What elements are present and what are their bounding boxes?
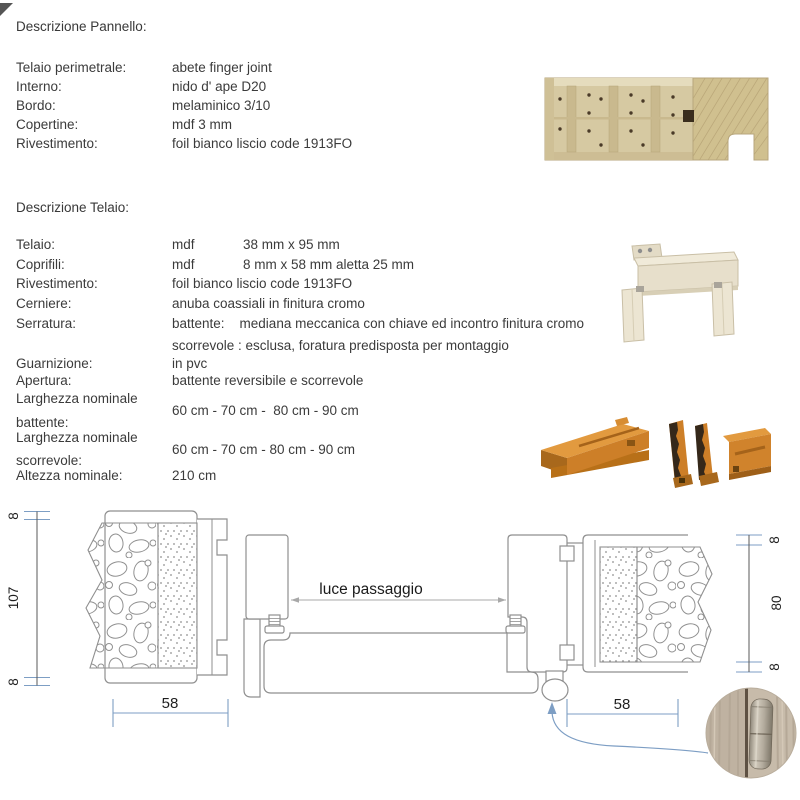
spec-value: mdf — [172, 237, 195, 252]
plaster-stipple — [600, 547, 637, 662]
joint-bracket — [636, 286, 644, 292]
spec-label: Bordo: — [16, 98, 56, 113]
spec-label: Coprifili: — [16, 257, 65, 272]
plaster-stipple — [158, 523, 197, 668]
dim-left-mid: 107 — [6, 586, 21, 610]
dim-right-bottom: 8 — [767, 663, 782, 671]
spec-label: Larghezza nominale — [16, 430, 138, 445]
fixing-screw — [265, 626, 284, 633]
spec-label: Copertine: — [16, 117, 79, 132]
spec-label-line2: scorrevole: — [16, 453, 83, 468]
door-leaf-section — [264, 633, 538, 693]
frame-kit-photo — [610, 238, 750, 346]
hinge-symbol — [542, 671, 568, 701]
panel-section-title: Descrizione Pannello: — [16, 19, 147, 34]
technical-drawing — [0, 500, 800, 800]
spec-label: Telaio perimetrale: — [16, 60, 127, 75]
hinge-barrel — [749, 699, 773, 770]
left-wall-section — [86, 511, 227, 683]
spec-label: Rivestimento: — [16, 136, 98, 151]
profiles-photo — [527, 408, 775, 500]
masonry-hatch — [86, 523, 158, 668]
frame-section-title: Descrizione Telaio: — [16, 200, 130, 215]
luce-passaggio-label: luce passaggio — [319, 581, 423, 598]
spec-value: foil bianco liscio code 1913FO — [172, 136, 353, 151]
spec-label-line2: battente: — [16, 415, 69, 430]
panel-cross-section-photo — [533, 55, 773, 170]
spec-label: Larghezza nominale — [16, 391, 138, 406]
spec-value: foil bianco liscio code 1913FO — [172, 276, 353, 291]
masonry-hatch — [637, 547, 712, 662]
spec-value: mdf 3 mm — [172, 117, 233, 132]
spec-value: 60 cm - 70 cm - 80 cm - 90 cm — [172, 442, 356, 457]
spec-label: Interno: — [16, 79, 62, 94]
screw-head — [648, 248, 652, 252]
dim-right-top: 8 — [767, 536, 782, 544]
spec-value: in pvc — [172, 356, 208, 371]
hinge-detail-photo — [705, 687, 797, 779]
dim-left-top: 8 — [6, 512, 21, 520]
spec-label: Telaio: — [16, 237, 56, 252]
spec-value: battente: mediana meccanica con chiave ed incontro finitura cromo — [172, 316, 584, 331]
fixing-screw — [506, 626, 525, 633]
dim-left-width: 58 — [161, 695, 179, 712]
spec-label: Cerniere: — [16, 296, 72, 311]
spec-value: anuba coassiali in finitura cromo — [172, 296, 365, 311]
spec-value: mdf — [172, 257, 195, 272]
spec-value: 210 cm — [172, 468, 217, 483]
joint-bracket — [714, 282, 722, 288]
dim-left-bottom: 8 — [6, 678, 21, 686]
spec-value: battente reversibile e scorrevole — [172, 373, 364, 388]
spec-label: Guarnizione: — [16, 356, 93, 371]
right-jamb-section — [506, 535, 583, 672]
spec-value2: 38 mm x 95 mm — [243, 237, 340, 252]
spec-value-line2: scorrevole : esclusa, foratura predisposta per montaggio — [172, 338, 509, 353]
lock-mortise — [683, 110, 694, 122]
spec-label: Serratura: — [16, 316, 77, 331]
spec-label: Altezza nominale: — [16, 468, 123, 483]
screw-head — [638, 249, 642, 253]
dim-right-width: 58 — [613, 696, 631, 713]
spec-value: abete finger joint — [172, 60, 272, 75]
corner-mark — [0, 0, 20, 20]
spec-label: Rivestimento: — [16, 276, 98, 291]
spec-value: melaminico 3/10 — [172, 98, 271, 113]
door-gap — [745, 687, 748, 779]
spec-value: 60 cm - 70 cm - 80 cm - 90 cm — [172, 403, 359, 418]
spec-value2: 8 mm x 58 mm aletta 25 mm — [243, 257, 415, 272]
spec-label: Apertura: — [16, 373, 72, 388]
dim-right-mid: 80 — [769, 595, 784, 611]
spec-value: nido d' ape D20 — [172, 79, 267, 94]
right-wall-section — [583, 535, 712, 672]
